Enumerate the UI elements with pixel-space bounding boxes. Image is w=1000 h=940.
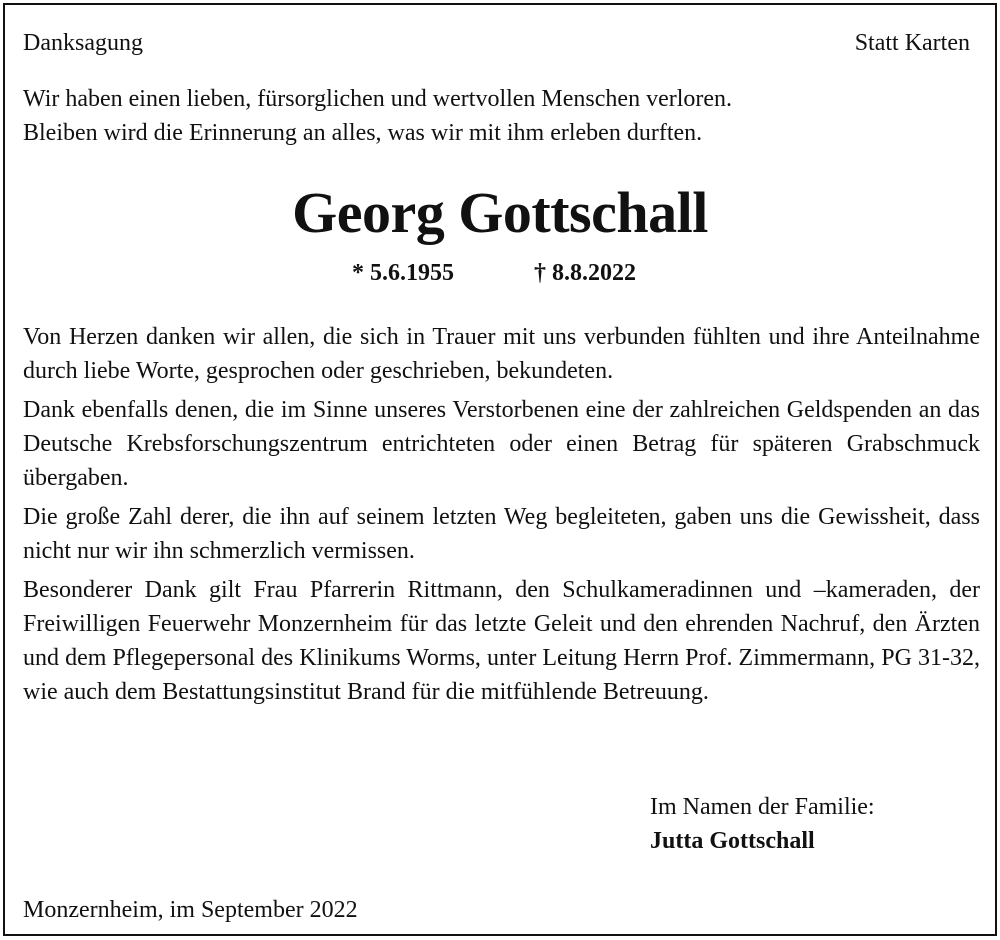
- death-date: † 8.8.2022: [534, 260, 636, 286]
- paragraph-thanks: Von Herzen danken wir allen, die sich in Trauer mit uns verbunden fühlten und ihre Anteilnahme durch liebe Worte, gesprochen oder geschrieben, bekundeten.: [23, 324, 980, 384]
- paragraph-farewell: Die große Zahl derer, die ihn auf seinem letzten Weg begleiteten, gaben uns die Gewissheit, dass nicht nur wir ihn schmerzlich vermissen.: [23, 504, 980, 564]
- paragraph-special-thanks: Besonderer Dank gilt Frau Pfarrerin Rittmann, den Schulkameradinnen und –kameraden, der Freiwilligen Feuerwehr Monzernheim für das letzte Geleit und den ehrenden Nachruf, den Ärzten und dem Pflegepersonal des Klinikums Worms, unter Leitung Herrn Prof. Zimmermann, PG 31-32, wie auch dem Bestattungsinstitut Brand für die mitfühlende Betreuung.: [23, 577, 980, 705]
- intro-line-1: Wir haben einen lieben, fürsorglichen und wertvollen Menschen verloren.: [23, 86, 733, 112]
- header-statt-karten: Statt Karten: [854, 30, 970, 56]
- signature-name: Jutta Gottschall: [650, 828, 815, 854]
- paragraph-donations: Dank ebenfalls denen, die im Sinne unseres Verstorbenen eine der zahlreichen Geldspenden an das Deutsche Krebsforschungszentrum entrichteten oder einen Betrag für späteren Grabschmuck übergaben.: [23, 397, 980, 491]
- signature-line: Im Namen der Familie:: [650, 794, 875, 820]
- intro-text: [23, 82, 732, 150]
- birth-date: * 5.6.1955: [352, 260, 454, 286]
- header-title: Danksagung: [23, 30, 143, 56]
- signature-block: [650, 790, 875, 858]
- intro-line-2: Bleiben wird die Erinnerung an alles, was wir mit ihm erleben durften.: [23, 120, 703, 146]
- thanks-body: [23, 320, 980, 714]
- place-date: Monzernheim, im September 2022: [23, 897, 358, 923]
- deceased-name: Georg Gottschall: [292, 180, 708, 245]
